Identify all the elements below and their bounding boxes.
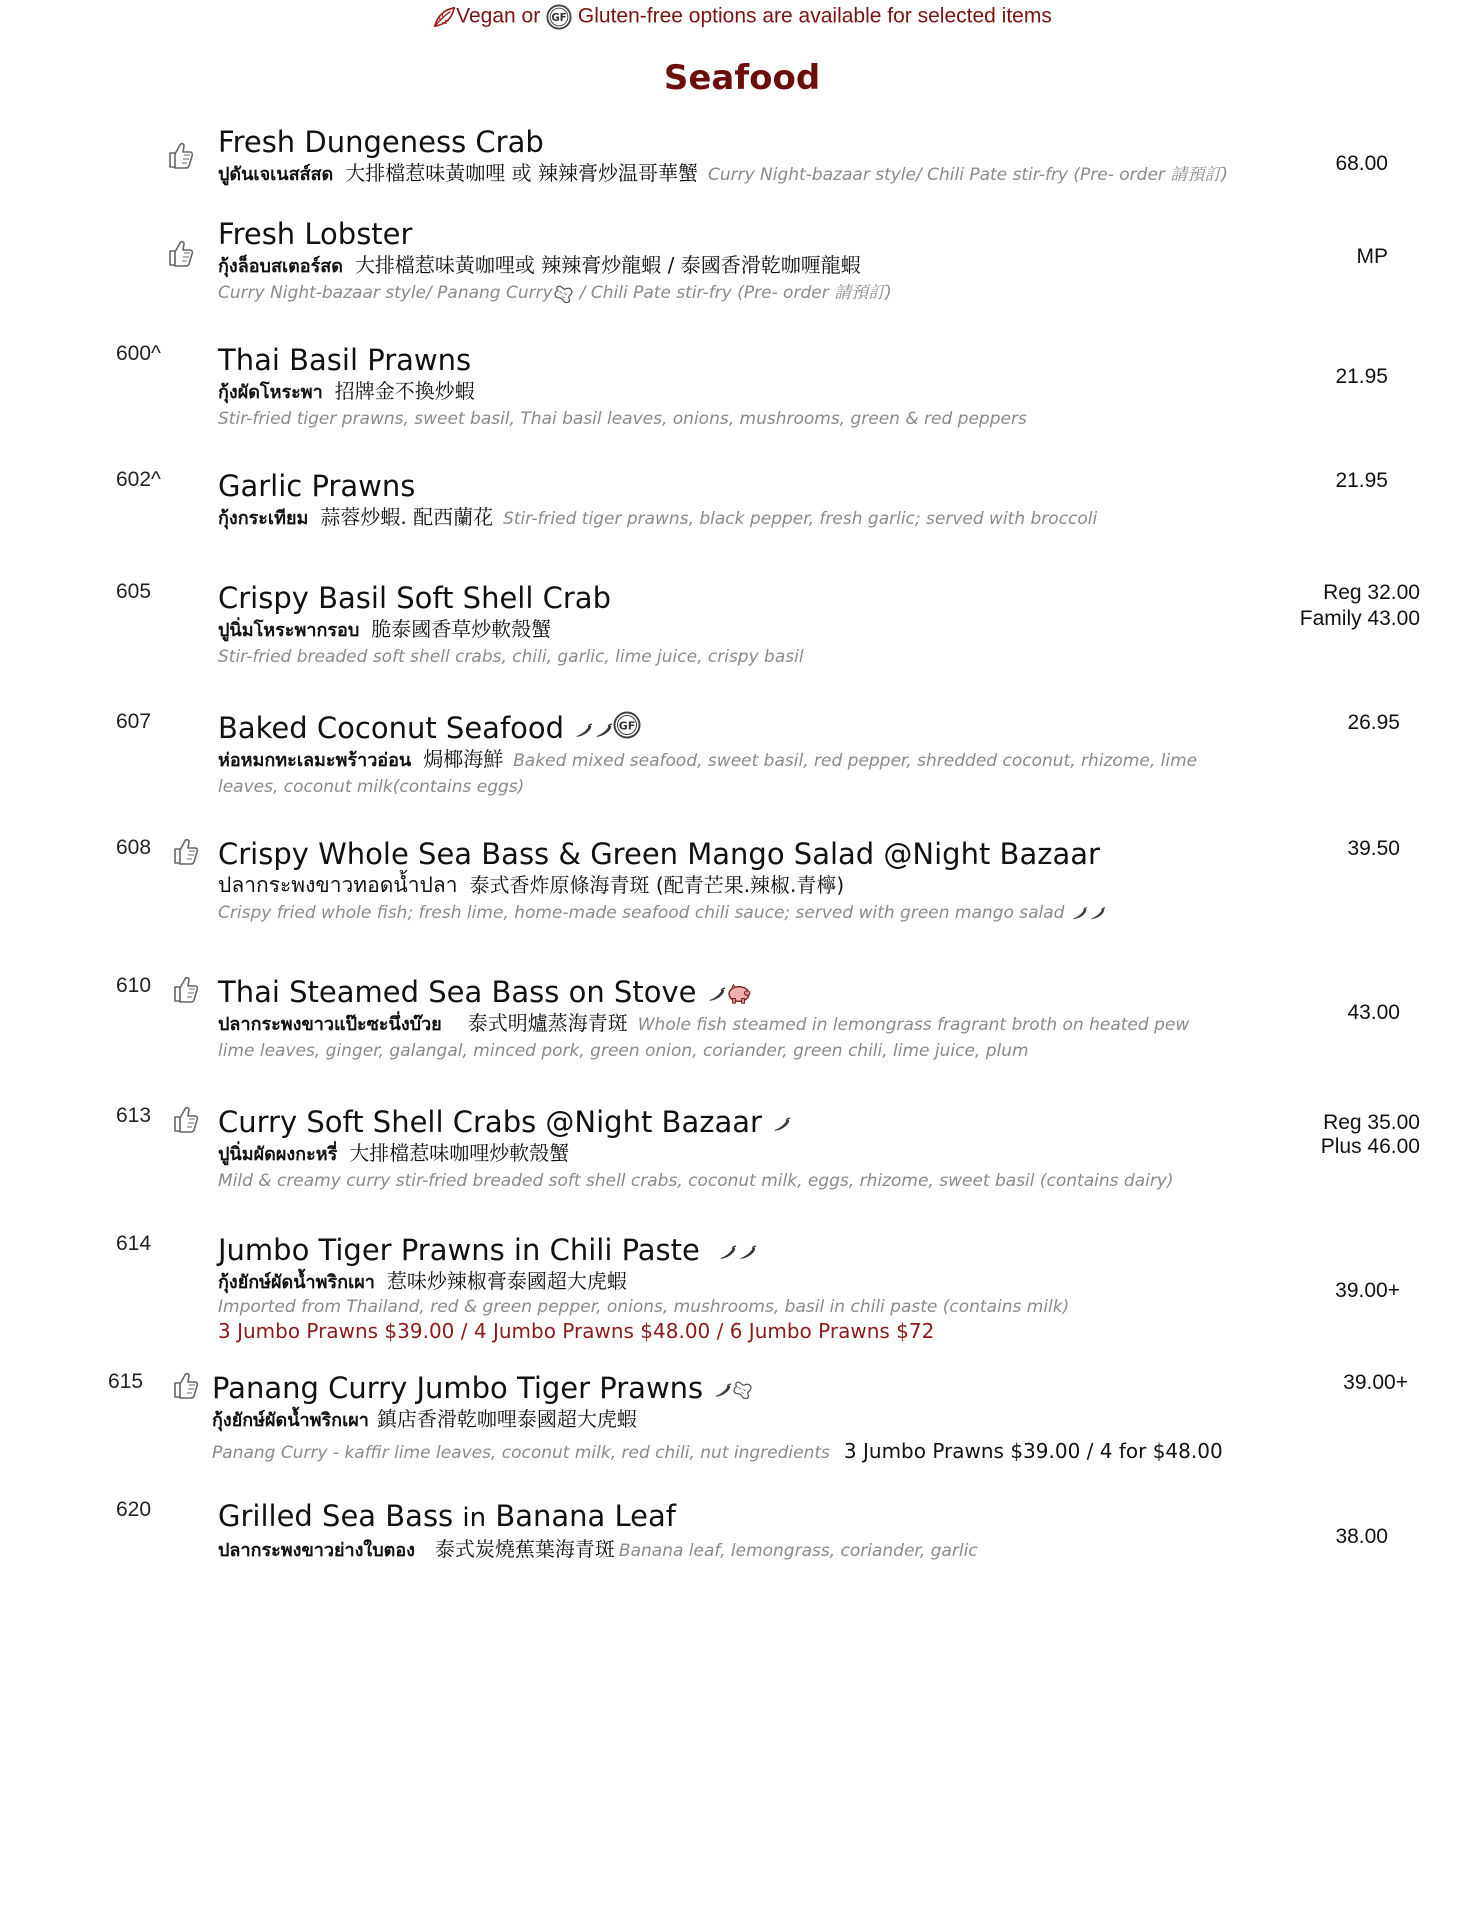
item-description: Banana leaf, lemongrass, coriander, garlic: [618, 1541, 978, 1561]
chili-icon: [593, 723, 613, 738]
item-chinese-name: 大排檔惹味黃咖哩或 辣辣膏炒龍蝦 / 泰國香滑乾咖喱龍蝦: [354, 253, 861, 277]
pig-icon: [726, 984, 752, 1004]
item-number: 614: [116, 1232, 152, 1255]
gf-badge-icon: [546, 4, 572, 30]
item-description: Mild & creamy curry stir-fried breaded soft shell crabs, coconut milk, eggs, rhizome, sweet basil (contains dairy): [218, 1171, 1174, 1191]
item-chinese-name: 大排檔惹味咖哩炒軟殼蟹: [349, 1141, 570, 1165]
item-price: 39.50: [1347, 837, 1400, 860]
item-price: 43.00: [1347, 1001, 1400, 1024]
item-thai-name: ปลากระพงขาวย่างใบตอง: [218, 1540, 415, 1561]
item-name: Curry Soft Shell Crabs @Night Bazaar: [218, 1105, 762, 1139]
chili-icon: [717, 1245, 737, 1260]
chili-icon: [706, 987, 726, 1002]
item-description: Panang Curry - kaffir lime leaves, coconut milk, red chili, nut ingredients: [212, 1443, 830, 1463]
chili-icon: [771, 1117, 791, 1132]
item-description: Whole fish steamed in lemongrass fragrant broth on heated pew: [637, 1015, 1190, 1035]
thumbs-up-icon: [172, 1104, 200, 1134]
item-price: 39.00+: [1335, 1279, 1400, 1302]
vegan-label: Vegan or: [456, 4, 541, 28]
item-thai-name: ปลากระพงขาวแป๊ะซะนึ่งบ๊วย: [218, 1014, 442, 1035]
page-title: Seafood: [663, 58, 821, 98]
item-thai-name: กุ้งผัดโหระพา: [218, 382, 323, 403]
gf-badge-icon: [613, 711, 641, 739]
item-description: Curry Night-bazaar style/ Panang Curry: [218, 283, 553, 303]
chili-icon: [1070, 907, 1088, 920]
item-name: Panang Curry Jumbo Tiger Prawns: [212, 1371, 704, 1405]
gluten-free-label: Gluten-free options are available for selected items: [577, 4, 1052, 28]
item-chinese-name: 泰式炭燒蕉葉海青斑: [434, 1537, 615, 1561]
item-price: 68.00: [1335, 152, 1388, 175]
item-name: Garlic Prawns: [218, 469, 416, 503]
item-price: 26.95: [1347, 711, 1400, 734]
item-thai-name: ปลากระพงขาวทอดน้ำปลา: [218, 873, 458, 897]
item-name: Crispy Whole Sea Bass & Green Mango Salad @Night Bazaar: [218, 837, 1100, 871]
item-size-options: 3 Jumbo Prawns $39.00 / 4 for $48.00: [843, 1439, 1223, 1463]
item-description: Crispy fried whole fish; fresh lime, home-made seafood chili sauce; served with green mango salad: [218, 903, 1065, 923]
item-number: 602^: [116, 468, 161, 491]
item-thai-name: ห่อหมกทะเลมะพร้าวอ่อน: [218, 750, 412, 771]
item-name: Jumbo Tiger Prawns in Chili Paste: [218, 1233, 700, 1267]
item-thai-name: ปูนิ่มผัดผงกะหรี่: [218, 1144, 338, 1165]
item-price: 38.00: [1335, 1525, 1388, 1548]
item-name-connector: in: [462, 1503, 487, 1533]
dietary-notice: [0, 4, 1484, 30]
item-chinese-name: 蒜蓉炒蝦. 配西蘭花: [320, 505, 494, 529]
item-name: Thai Basil Prawns: [218, 343, 472, 377]
item-price: 21.95: [1335, 469, 1388, 492]
item-chinese-name: 鎮店香滑乾咖哩泰國超大虎蝦: [376, 1407, 637, 1431]
thumbs-up-icon: [167, 140, 195, 170]
chili-icon: [1088, 907, 1106, 920]
item-chinese-name: 焗椰海鮮: [423, 747, 504, 771]
item-number: 613: [116, 1104, 152, 1127]
item-price: MP: [1356, 245, 1388, 268]
item-description: Stir-fried tiger prawns, black pepper, fresh garlic; served with broccoli: [503, 509, 1098, 529]
item-number: 608: [116, 836, 152, 859]
item-name: Grilled Sea Bass: [218, 1499, 454, 1533]
item-chinese-name: 泰式香炸原條海青斑 (配青芒果.辣椒.青檸): [469, 873, 845, 897]
item-price: 39.00+: [1343, 1371, 1408, 1394]
item-description: Stir-fried tiger prawns, sweet basil, Thai basil leaves, onions, mushrooms, green & red peppers: [218, 409, 1027, 429]
peanut-icon: [553, 285, 575, 303]
thumbs-up-icon: [172, 1370, 200, 1400]
item-name: Thai Steamed Sea Bass on Stove: [218, 975, 697, 1009]
item-thai-name: กุ้งล็อบสเตอร์สด: [218, 256, 343, 277]
thumbs-up-icon: [172, 974, 200, 1004]
item-chinese-name: 脆泰國香草炒軟殼蟹: [371, 617, 552, 641]
item-description: Baked mixed seafood, sweet basil, red pepper, shredded coconut, rhizome, lime: [513, 751, 1198, 771]
item-thai-name: กุ้งกระเทียม: [218, 508, 309, 529]
item-price-family: Family 43.00: [1299, 607, 1420, 630]
chili-icon: [737, 1245, 757, 1260]
item-number: 620: [116, 1498, 152, 1521]
item-number: 605: [116, 580, 152, 603]
item-thai-name: กุ้งยักษ์ผัดน้ำพริกเผา: [212, 1410, 369, 1431]
leaf-icon: [432, 5, 456, 29]
item-description-cont: leaves, coconut milk(contains eggs): [218, 777, 525, 797]
item-price-plus: Plus 46.00: [1320, 1135, 1420, 1158]
item-description-cont: / Chili Pate stir-fry (Pre- order 請預訂): [579, 283, 892, 303]
item-chinese-name: 大排檔惹味黃咖哩 或 辣辣膏炒温哥華蟹: [345, 161, 698, 185]
item-description: Imported from Thailand, red & green pepper, onions, mushrooms, basil in chili paste (contains milk): [218, 1297, 1070, 1317]
item-name: Fresh Lobster: [218, 217, 413, 251]
item-thai-name: ปูดันเจเนสส์สด: [218, 164, 334, 185]
item-number: 600^: [116, 342, 161, 365]
item-price: 21.95: [1335, 365, 1388, 388]
item-chinese-name: 惹味炒辣椒膏泰國超大虎蝦: [386, 1269, 627, 1293]
thumbs-up-icon: [172, 836, 200, 866]
item-number: 615: [108, 1370, 144, 1393]
item-name-cont: Banana Leaf: [495, 1499, 676, 1533]
item-name: Crispy Basil Soft Shell Crab: [218, 581, 611, 615]
chili-icon: [712, 1383, 732, 1398]
item-chinese-name: 泰式明爐蒸海青斑: [467, 1011, 628, 1035]
item-name: Baked Coconut Seafood: [218, 711, 565, 745]
item-chinese-name: 招牌金不換炒蝦: [334, 379, 475, 403]
item-price: Reg 32.00: [1323, 581, 1420, 604]
item-description: Curry Night-bazaar style/ Chili Pate stir-fry (Pre- order 請預訂): [707, 165, 1228, 185]
peanut-icon: [732, 1381, 754, 1399]
item-description: Stir-fried breaded soft shell crabs, chili, garlic, lime juice, crispy basil: [218, 647, 804, 667]
item-size-options: 3 Jumbo Prawns $39.00 / 4 Jumbo Prawns $48.00 / 6 Jumbo Prawns $72: [218, 1319, 935, 1343]
item-thai-name: กุ้งยักษ์ผัดน้ำพริกเผา: [218, 1272, 375, 1293]
item-number: 610: [116, 974, 152, 997]
chili-icon: [573, 723, 593, 738]
item-number: 607: [116, 710, 152, 733]
thumbs-up-icon: [167, 238, 195, 268]
item-description-cont: lime leaves, ginger, galangal, minced pork, green onion, coriander, green chili, lime juice, plum: [218, 1041, 1029, 1061]
item-name: Fresh Dungeness Crab: [218, 125, 544, 159]
item-thai-name: ปูนิ่มโหระพากรอบ: [218, 620, 360, 641]
item-price: Reg 35.00: [1323, 1111, 1420, 1134]
